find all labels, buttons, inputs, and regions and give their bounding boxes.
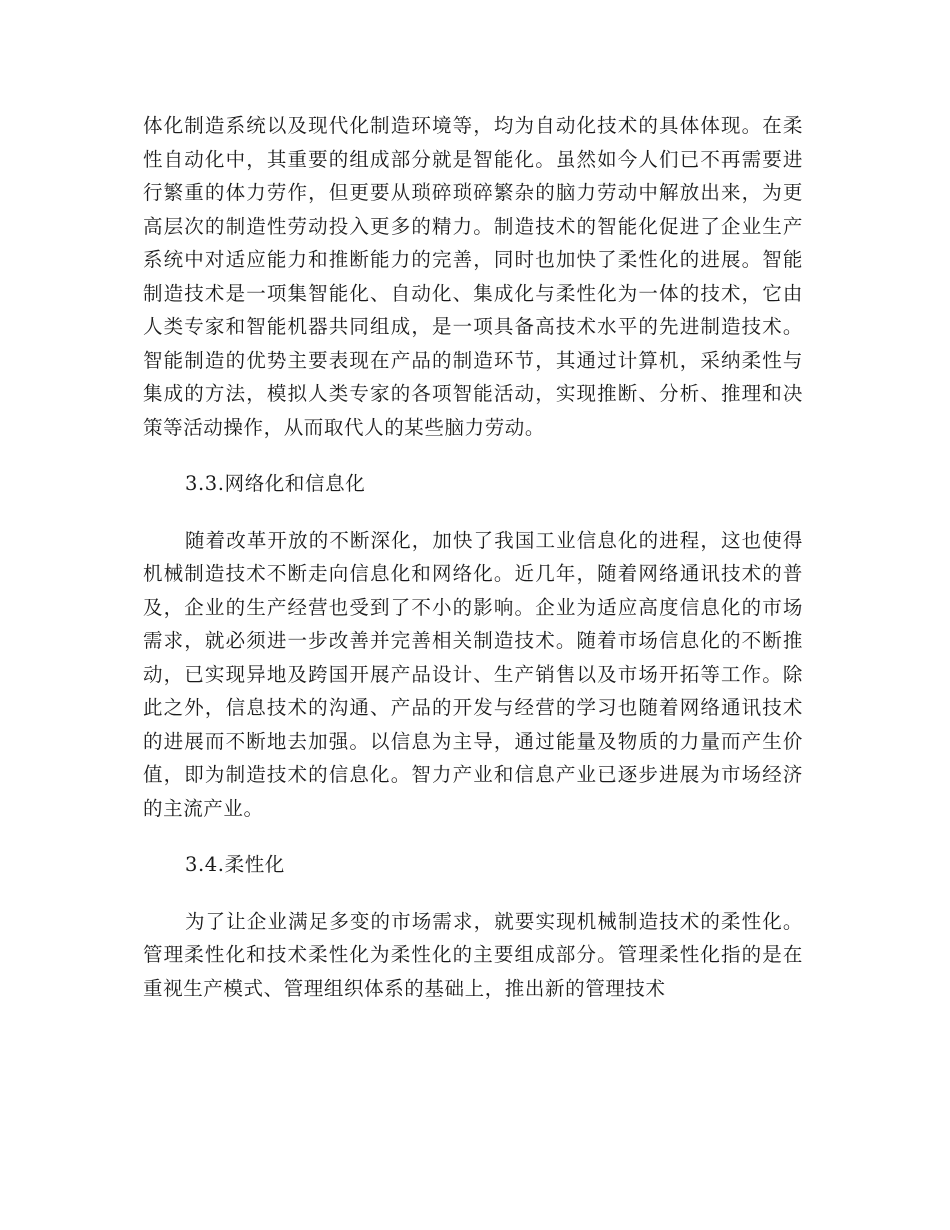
section-heading-3-4: 3.4.柔性化 xyxy=(185,853,285,876)
section-heading-3-3: 3.3.网络化和信息化 xyxy=(185,472,366,495)
paragraph-networking-informatization: 随着改革开放的不断深化，加快了我国工业信息化的进程，这也使得机械制造技术不断走向信息化和网络化。近几年，随着网络通讯技术的普及，企业的生产经营也受到了不小的影响。企业为适应高度信息化的市场需求，就必须进一步改善并完善相关制造技术。随着市场信息化的不断推动，已实现异地及跨国开展产品设计、生产销售以及市场开拓等工作。除此之外，信息技术的沟通、产品的开发与经营的学习也随着网络通讯技术的进展而不断地去加强。以信息为主导，通过能量及物质的力量而产生价值，即为制造技术的信息化。智力产业和信息产业已逐步进展为市场经济的主流产业。 xyxy=(143,528,803,820)
paragraph-intelligent-manufacturing: 体化制造系统以及现代化制造环境等，均为自动化技术的具体体现。在柔性自动化中，其重要的组成部分就是智能化。虽然如今人们已不再需要进行繁重的体力劳作，但更要从琐碎琐碎繁杂的脑力劳动中解放出来，为更高层次的制造性劳动投入更多的精力。制造技术的智能化促进了企业生产系统中对适应能力和推断能力的完善，同时也加快了柔性化的进展。智能制造技术是一项集智能化、自动化、集成化与柔性化为一体的技术，它由人类专家和智能机器共同组成，是一项具备高技术水平的先进制造技术。智能制造的优势主要表现在产品的制造环节，其通过计算机，采纳柔性与集成的方法，模拟人类专家的各项智能活动，实现推断、分析、推理和决策等活动操作，从而取代人的某些脑力劳动。 xyxy=(143,114,803,439)
paragraph-flexibility: 为了让企业满足多变的市场需求，就要实现机械制造技术的柔性化。管理柔性化和技术柔性化为柔性化的主要组成部分。管理柔性化指的是在重视生产模式、管理组织体系的基础上，推出新的管理技术 xyxy=(143,909,803,1000)
document-page xyxy=(143,109,803,1005)
